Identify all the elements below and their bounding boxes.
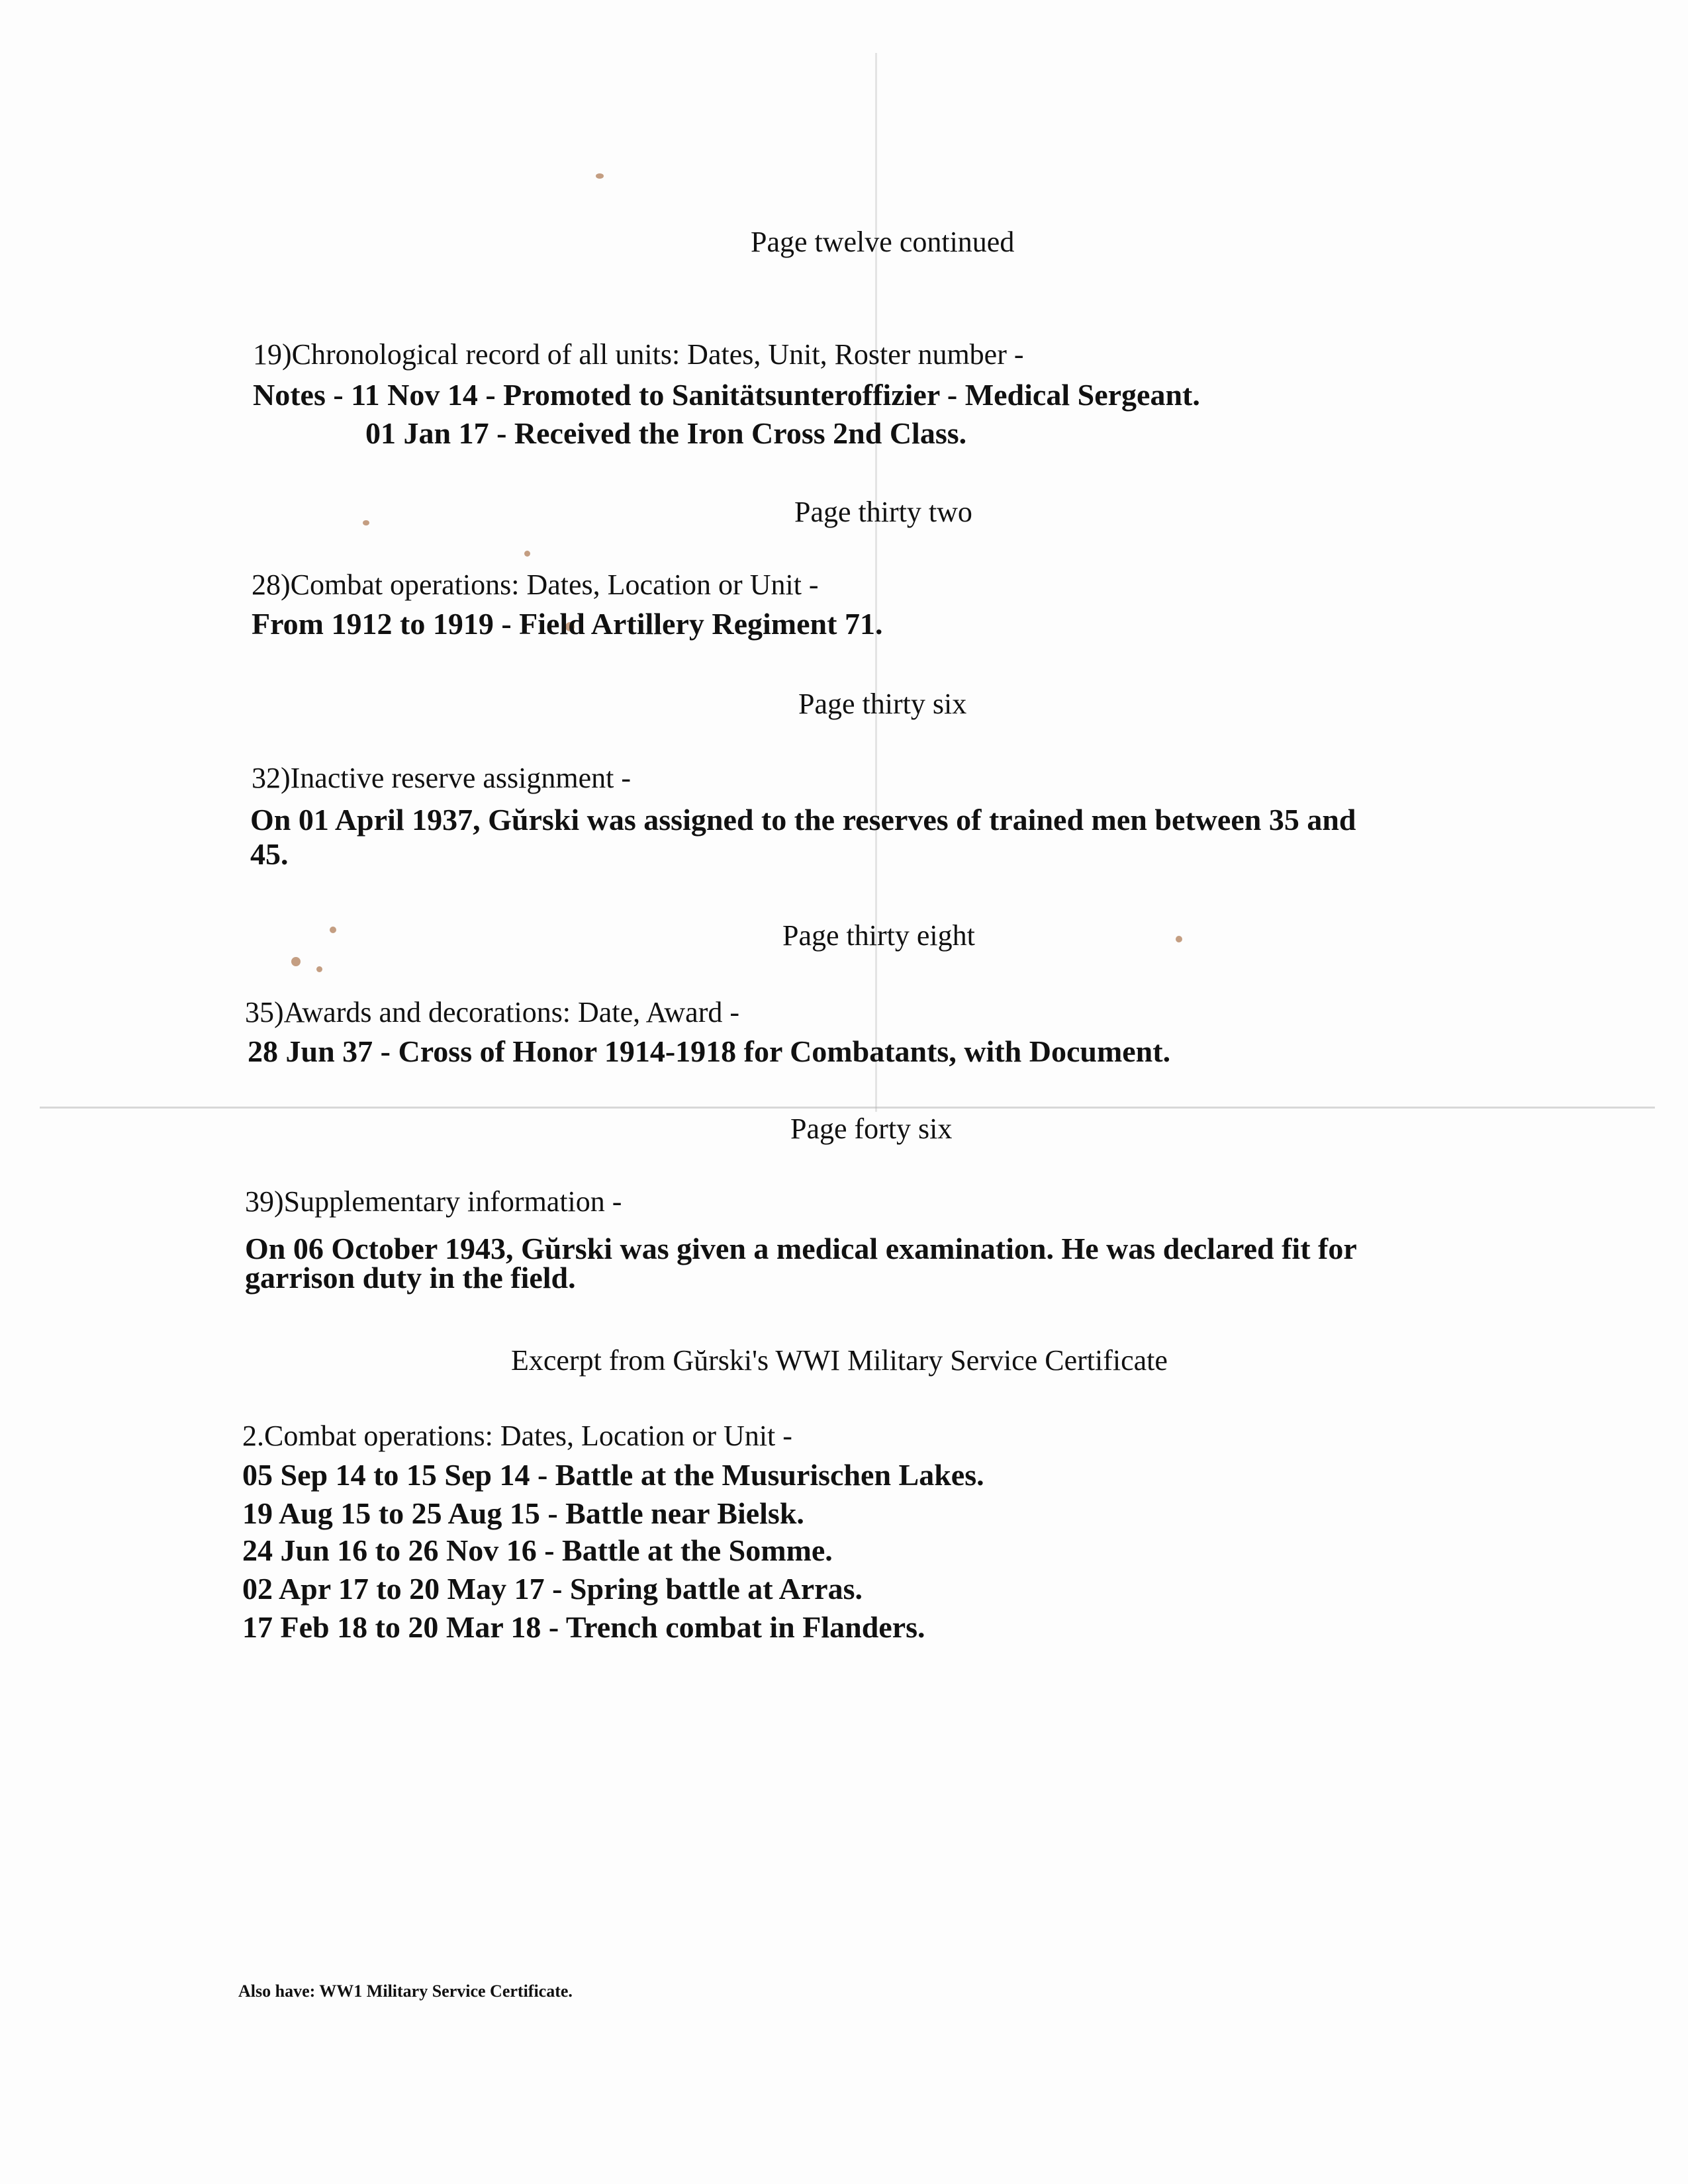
record-item-label: 19)Chronological record of all units: Dates, Unit, Roster number - — [253, 338, 1024, 371]
record-item-label: 32)Inactive reserve assignment - — [252, 762, 631, 794]
combat-entry: 02 Apr 17 to 20 May 17 - Spring battle at Arras. — [242, 1572, 863, 1606]
record-item-label: 28)Combat operations: Dates, Location or Unit - — [252, 569, 819, 601]
record-entry: garrison duty in the field. — [245, 1261, 576, 1295]
combat-entry: 24 Jun 16 to 26 Nov 16 - Battle at the Somme. — [242, 1533, 833, 1567]
page-thirty-six-heading: Page thirty six — [798, 688, 967, 720]
page-forty-six-heading: Page forty six — [790, 1113, 953, 1145]
paper-fold-vertical — [875, 53, 877, 1112]
combat-entry: 19 Aug 15 to 25 Aug 15 - Battle near Bielsk. — [242, 1496, 804, 1530]
paper-stain — [363, 520, 369, 525]
combat-entry: 17 Feb 18 to 20 Mar 18 - Trench combat in Flanders. — [242, 1610, 925, 1644]
footnote: Also have: WW1 Military Service Certificate. — [238, 1981, 573, 2001]
paper-stain — [316, 966, 322, 972]
combat-entry: 05 Sep 14 to 15 Sep 14 - Battle at the Musurischen Lakes. — [242, 1458, 984, 1492]
paper-stain — [524, 551, 530, 557]
record-entry: From 1912 to 1919 - Field Artillery Regiment 71. — [252, 607, 883, 641]
record-item-label: 39)Supplementary information - — [245, 1185, 622, 1218]
record-entry: 45. — [250, 837, 289, 871]
page-thirty-two-heading: Page thirty two — [794, 496, 972, 528]
paper-stain — [291, 957, 301, 966]
certificate-heading: Excerpt from Gŭrski's WWI Military Service Certificate — [511, 1344, 1168, 1377]
page-twelve-heading: Page twelve continued — [751, 226, 1015, 258]
paper-stain — [596, 173, 604, 179]
page-thirty-eight-heading: Page thirty eight — [782, 919, 975, 952]
paper-fold-horizontal — [40, 1107, 1655, 1109]
record-note: Notes - 11 Nov 14 - Promoted to Sanitätsunteroffizier - Medical Sergeant. — [253, 378, 1200, 412]
record-entry: 28 Jun 37 - Cross of Honor 1914-1918 for Combatants, with Document. — [248, 1034, 1171, 1068]
record-entry: On 01 April 1937, Gŭrski was assigned to the reserves of trained men between 35 and — [250, 803, 1356, 837]
paper-stain — [1176, 936, 1182, 942]
record-note: 01 Jan 17 - Received the Iron Cross 2nd Class. — [365, 416, 967, 450]
paper-stain — [330, 927, 336, 933]
record-entry: On 06 October 1943, Gŭrski was given a medical examination. He was declared fit for — [245, 1232, 1357, 1265]
record-item-label: 35)Awards and decorations: Date, Award - — [245, 996, 740, 1028]
record-item-label: 2.Combat operations: Dates, Location or Unit - — [242, 1420, 792, 1452]
